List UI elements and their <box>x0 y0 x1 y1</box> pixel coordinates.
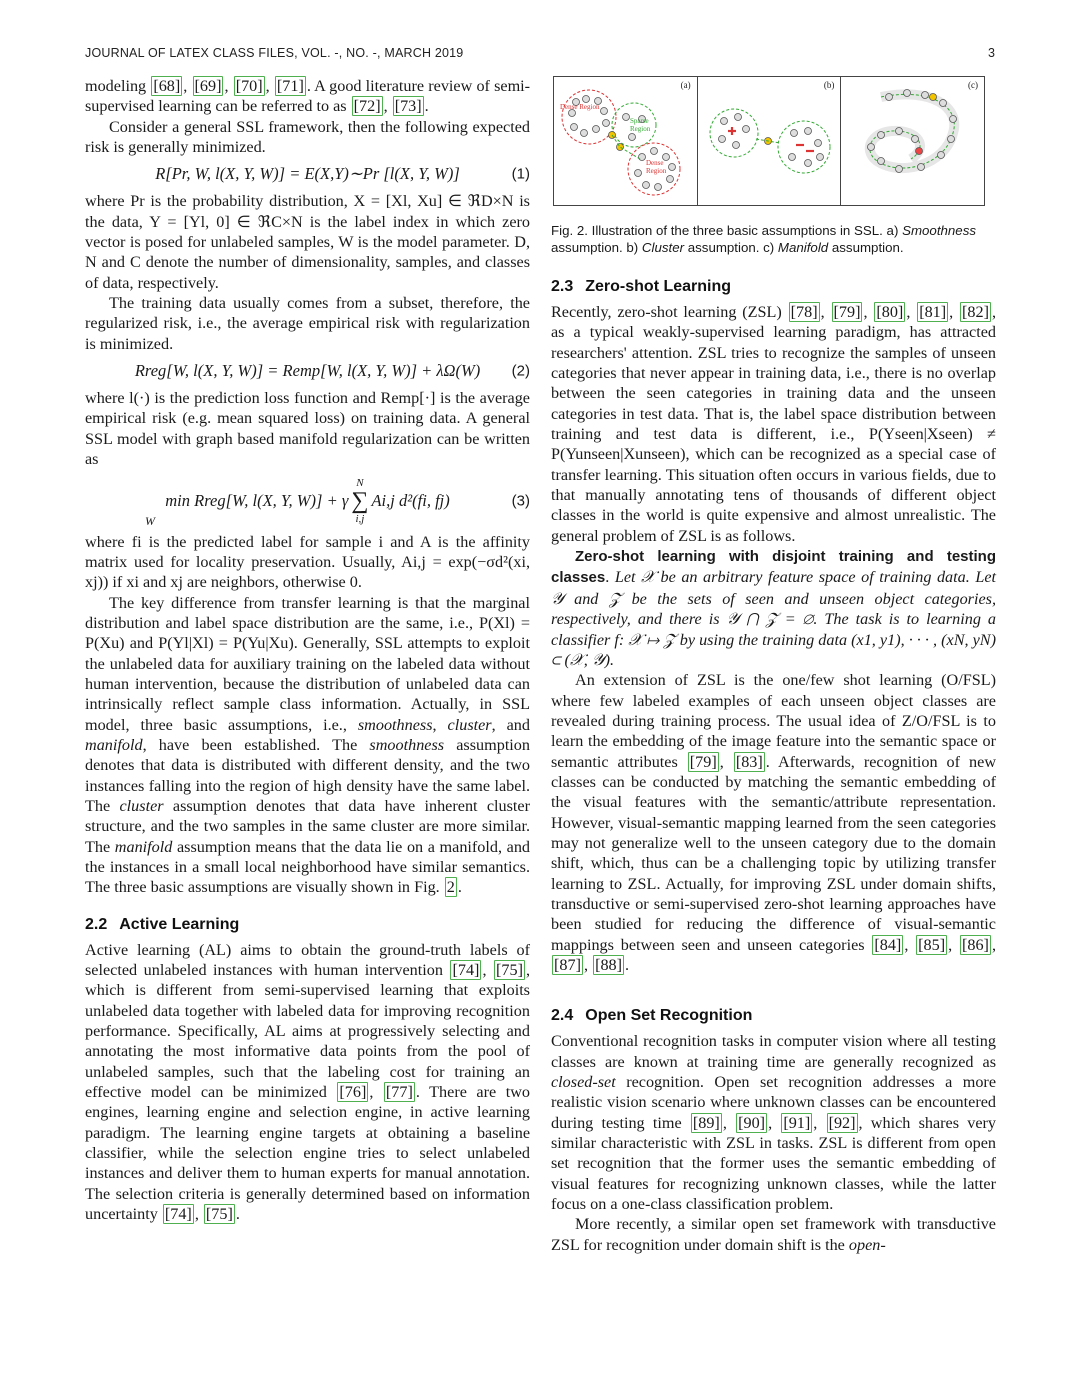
citation-link[interactable]: [69] <box>194 77 222 95</box>
citation-link[interactable]: [79] <box>689 752 717 771</box>
summation: N ∑ i,j <box>351 476 369 525</box>
citation-link[interactable]: [76] <box>339 1083 367 1102</box>
citation-link[interactable]: [87] <box>554 956 581 974</box>
section-heading-2-4: 2.4 Open Set Recognition <box>551 1007 753 1025</box>
equation-number: (1) <box>511 165 530 183</box>
paragraph-osr-2: More recently, a similar open set framework with transductive ZSL for recognition under domain shift is the open- <box>551 1215 996 1254</box>
citation-link[interactable]: [74] <box>452 961 480 980</box>
equation-number: (2) <box>511 362 530 380</box>
citation-link[interactable]: [79] <box>833 303 861 321</box>
citation-link[interactable]: [81] <box>919 303 947 321</box>
dense-region-label: Dense Region <box>646 159 667 175</box>
panel-label: (c) <box>968 80 979 90</box>
paragraph-zsl-1: Recently, zero-shot learning (ZSL) [78] , [79] , [80] , [81] , [82] , as a typical weakly-supervised learning paradigm, has attracted researchers' attention. ZSL tries to recognize the samples of unseen categories that never appear in training data, i.e., there is no overlap between the seen categories in training data and the unseen categories in test data. That is, the label space distribution between training and test data is different, i.e., P(Yseen|Xseen) ≠ P(Yunseen|Xunseen), which can be recognized as a special case of transfer learning. This situation often occurs in various fields, due to that manually annotating tens of thousands of different object classes in the world is quite expensive and almost unrealistic. The general problem of ZSL is as follows. <box>551 303 997 545</box>
citation-link[interactable]: [92] <box>828 1113 856 1132</box>
paragraph-3: where Pr is the probability distribution, X = [Xl, Xu] ∈ ℜD×N is the data, Y = [Yl, 0] ∈ ℜC×N is the label index in which zero vector is posed for unlabeled samples, W is the model parameter. D, N and C denote the number of dimensionality, samples, and classes of data, respectively. <box>85 192 530 292</box>
section-heading-2-2: 2.2 Active Learning <box>85 915 240 933</box>
running-header <box>85 46 995 66</box>
equation-2: Rreg[W, l(X, Y, W)] = Remp[W, l(X, Y, W)] + λΩ(W) (2) <box>134 361 530 381</box>
right-column <box>551 76 996 1255</box>
equation-3: min Rreg[W, l(X, Y, W)] + γ N ∑ i,j Ai,j d²(fi, fj) W (3) <box>145 476 530 528</box>
citation-link[interactable]: [73] <box>394 97 422 116</box>
citation-link[interactable]: [91] <box>783 1113 811 1132</box>
citation-link[interactable]: [70] <box>235 77 263 95</box>
citation-link[interactable]: [82] <box>962 303 989 321</box>
citation-link[interactable]: [68] <box>153 77 181 95</box>
paragraph-4: The training data usually comes from a subset, therefore, the regularized risk, i.e., the average empirical risk with regularization is minimized. <box>85 294 530 353</box>
sparse-region-label: Sparse Region <box>630 117 651 133</box>
citation-link[interactable]: [78] <box>790 303 818 321</box>
citation-link[interactable]: [89] <box>692 1113 720 1132</box>
figure-panel-c <box>841 77 984 205</box>
dense-region-label: Dense Region <box>560 103 600 111</box>
paragraph-zsl-2: An extension of ZSL is the one/few shot learning (O/FSL) where few labeled examples of each unseen object classes are revealed during training process. The usual idea of Z/O/FSL is to learn the embedding of the image feature into the semantic space or semantic attributes [79] , [83] . Afterwards, recognition of new classes can be conducted by matching the semantic embedding of the visual features with the semantic/attribute representation. However, visual-semantic mapping learned from the seen categories may not generalize well to the unseen category due to the domain shift, which, thus can be a challenging topic by utilizing transfer learning to ZSL. Actually, for improving ZSL under domain shifts, transductive or semi-supervised zero-shot learning approaches have been studied for reducing the difference of visual-semantic mappings between seen and unseen categories [84] , [85] , [86] , [87] , [88] . <box>551 671 997 974</box>
citation-link[interactable]: [80] <box>876 303 904 321</box>
citation-link[interactable]: [72] <box>353 97 381 116</box>
min-subscript: W <box>145 513 155 528</box>
figure-2 <box>553 76 985 206</box>
figure-panel-a <box>554 77 698 205</box>
page-number: 3 <box>988 46 995 60</box>
figure-link[interactable]: 2 <box>446 878 455 897</box>
citation-link[interactable]: [84] <box>874 935 902 954</box>
smoothness-diagram <box>554 77 697 203</box>
panel-label: (b) <box>823 80 835 90</box>
manifold-diagram <box>841 77 984 203</box>
paragraph-zsl-definition: Zero-shot learning with disjoint training and testing classes. Let 𝒳 be an arbitrary feature space of training data. Let 𝒴 and 𝒵 be the sets of seen and unseen object categories, respectively, and there is 𝒴 ⋂ 𝒵 = ∅. The task is to learning a classifier f: 𝒳 ↦ 𝒵 by using the training data (x1, y1), · · · , (xN, yN) ⊂ (𝒳, 𝒴). <box>551 548 997 669</box>
citation-link[interactable]: [86] <box>961 935 989 954</box>
journal-header: JOURNAL OF LATEX CLASS FILES, VOL. -, NO. -, MARCH 2019 <box>85 46 464 60</box>
section-heading-2-3: 2.3 Zero-shot Learning <box>551 278 732 295</box>
figure-panel-b <box>698 77 842 205</box>
citation-link[interactable]: [75] <box>496 961 523 980</box>
citation-link[interactable]: [75] <box>205 1205 233 1224</box>
paragraph-2: Consider a general SSL framework, then the following expected risk is generally minimized. <box>85 117 530 157</box>
citation-link[interactable]: [88] <box>595 956 623 974</box>
panel-label: (a) <box>680 80 691 90</box>
citation-link[interactable]: [74] <box>164 1205 192 1224</box>
cluster-diagram <box>698 77 841 203</box>
paragraph-5: where l(·) is the prediction loss function and Remp[·] is the average empirical risk (e.g. mean squared loss) on training data. A general SSL model with graph based manifold regularization can be written as <box>85 389 530 469</box>
citation-link[interactable]: [90] <box>738 1113 766 1132</box>
paragraph-7: The key difference from transfer learning is that the marginal distribution and label space distribution are the same, i.e., P(Xl) = P(Xu) and P(Yl|Xl) = P(Yu|Xu). Generally, SSL attempts to exploit the unlabeled data for auxiliary training on the labeled data without human intervention, because the distribution of unlabeled data can intrinsically reflect sample class information. Actually, in SSL model, three basic assumptions, i.e., smoothness, cluster, and manifold, have been established. The smoothness assumption denotes that data is distributed with different density, and the two instances falling into the region of high density have the same label. The cluster assumption denotes that data have inherent cluster structure, and the two samples in the same cluster are more similar. The manifold assumption means that the data lie on a manifold, and the instances in a small local neighborhood have similar semantics. The three basic assumptions are visually shown in Fig. 2 . <box>85 593 531 897</box>
citation-link[interactable]: [83] <box>735 752 763 771</box>
equation-1: R[Pr, W, l(X, Y, W)] = E(X,Y)∼Pr [l(X, Y, W)] (1) <box>155 164 530 184</box>
paragraph-6: where fi is the predicted label for sample i and A is the affinity matrix used for locality preservation. Usually, Ai,j = exp(−σd²(xi, xj)) if xi and xj are neighbors, otherwise 0. <box>85 532 530 592</box>
citation-link[interactable]: [85] <box>918 935 946 954</box>
definition-heading: Zero-shot learning with disjoint training and testing classes <box>551 548 996 587</box>
left-column <box>85 76 530 1225</box>
citation-link[interactable]: [71] <box>276 77 304 95</box>
paragraph-1: modeling [68] , [69] , [70] , [71] . A good literature review of semi-supervised learning can be referred to as [72] , [73] . <box>85 77 531 116</box>
citation-link[interactable]: [77] <box>385 1083 413 1102</box>
paragraph-8: Active learning (AL) aims to obtain the ground-truth labels of selected unlabeled instances with human intervention [74] , [75] , which is different from semi-supervised learning that exploits unlabeled data together with labeled data for improving recognition performance. Specifically, AL aims at progressively selecting and annotating the most informative data points from the pool of unlabeled samples, such that the labeling cost for training an effective model can be minimized [76] , [77] . There are two engines, learning engine and selection engine, in active learning paradigm. The learning engine targets at obtaining a baseline classifier, while the selection engine tries to select unlabeled instances and deliver them to human experts for manual annotation. The selection criteria is generally determined based on information uncertainty [74] , [75] . <box>85 940 531 1224</box>
paragraph-osr-1: Conventional recognition tasks in computer vision where all testing classes are known at training time are generally recognized as closed-set recognition. Open set recognition addresses a more realistic vision scenario where unknown classes can be encountered during testing time [89] , [90] , [91] , [92] , which shares very similar characteristic with ZSL in tasks. ZSL is different from open set recognition that the former uses the semantic embedding of visual features for recognizing unknown classes, while the latter focus on a one-class classification problem. <box>551 1032 997 1214</box>
equation-number: (3) <box>511 492 530 509</box>
figure-caption: Fig. 2. Illustration of the three basic assumptions in SSL. a) Smoothness assumption. b) Cluster assumption. c) Manifold assumption. <box>551 223 976 255</box>
